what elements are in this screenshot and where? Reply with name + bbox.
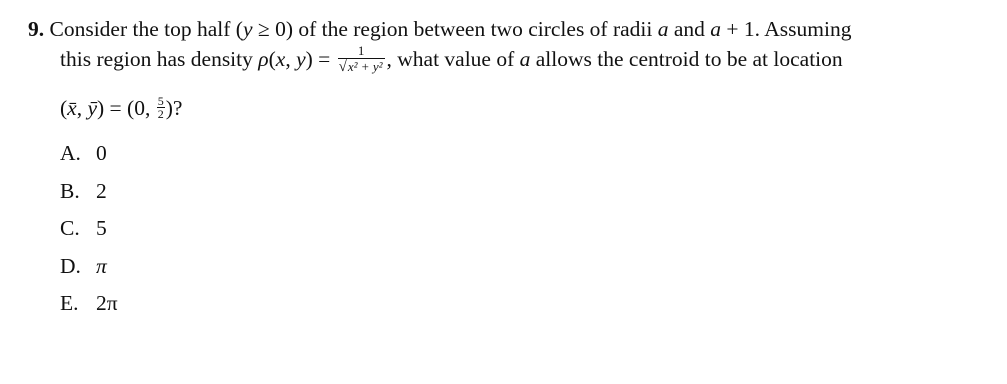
question-number: 9.	[28, 17, 45, 41]
question-text: ) =	[305, 47, 336, 71]
question-text: allows the centroid to be at location	[530, 47, 843, 71]
question-line-2	[28, 44, 1003, 77]
sqrt-radicand: x² + y²	[347, 58, 383, 74]
math-var: a	[519, 47, 531, 71]
choice-text: π	[96, 253, 107, 278]
sqrt-symbol: √	[338, 58, 347, 75]
choice-letter: B.	[60, 178, 80, 203]
math-var: x̄	[67, 95, 77, 120]
math-var: x	[275, 47, 286, 71]
question-line-1	[28, 14, 1003, 44]
density-fraction	[338, 44, 385, 75]
answer-choices	[60, 138, 118, 326]
math-var: ρ	[258, 47, 269, 71]
question	[28, 14, 1003, 123]
question-text: (	[268, 47, 276, 71]
question-text: and	[668, 17, 711, 41]
fraction-numerator: 1	[338, 44, 385, 59]
choice-letter: A.	[60, 141, 81, 165]
choice-letter: D.	[60, 253, 81, 278]
question-text: ≥ 0) of the region between two circles of radii	[252, 17, 658, 41]
math-var: y	[242, 17, 253, 41]
math-var: a	[657, 17, 669, 41]
choice-letter: C.	[60, 216, 80, 240]
question-text: ,	[285, 47, 297, 71]
choice-b[interactable]	[60, 176, 118, 214]
math-var: ȳ	[87, 95, 98, 120]
choice-letter: E.	[60, 291, 79, 315]
choice-text: 0	[96, 141, 107, 165]
question-text: ,	[76, 95, 88, 120]
choice-d[interactable]	[60, 251, 118, 289]
fraction-numerator: 5	[157, 94, 164, 109]
choice-e[interactable]	[60, 288, 118, 326]
question-text: + 1. Assuming	[721, 17, 852, 41]
fraction-denominator	[338, 59, 385, 75]
choice-text: 5	[96, 216, 107, 240]
question-text: ) = (0,	[97, 95, 156, 120]
question-text: )?	[165, 95, 183, 120]
choice-text: 2π	[96, 291, 118, 315]
question-text: , what value of	[386, 47, 520, 71]
choice-c[interactable]	[60, 213, 118, 251]
question-text: this region has density	[60, 47, 259, 71]
choice-a[interactable]	[60, 138, 118, 176]
fraction-denominator: 2	[157, 107, 164, 122]
question-text: (	[60, 95, 68, 120]
math-var: a	[710, 17, 722, 41]
question-text: Consider the top half (	[49, 17, 243, 41]
math-var: y	[296, 47, 306, 71]
centroid-fraction	[157, 95, 165, 120]
question-line-3	[28, 93, 1003, 123]
choice-text: 2	[96, 178, 107, 203]
